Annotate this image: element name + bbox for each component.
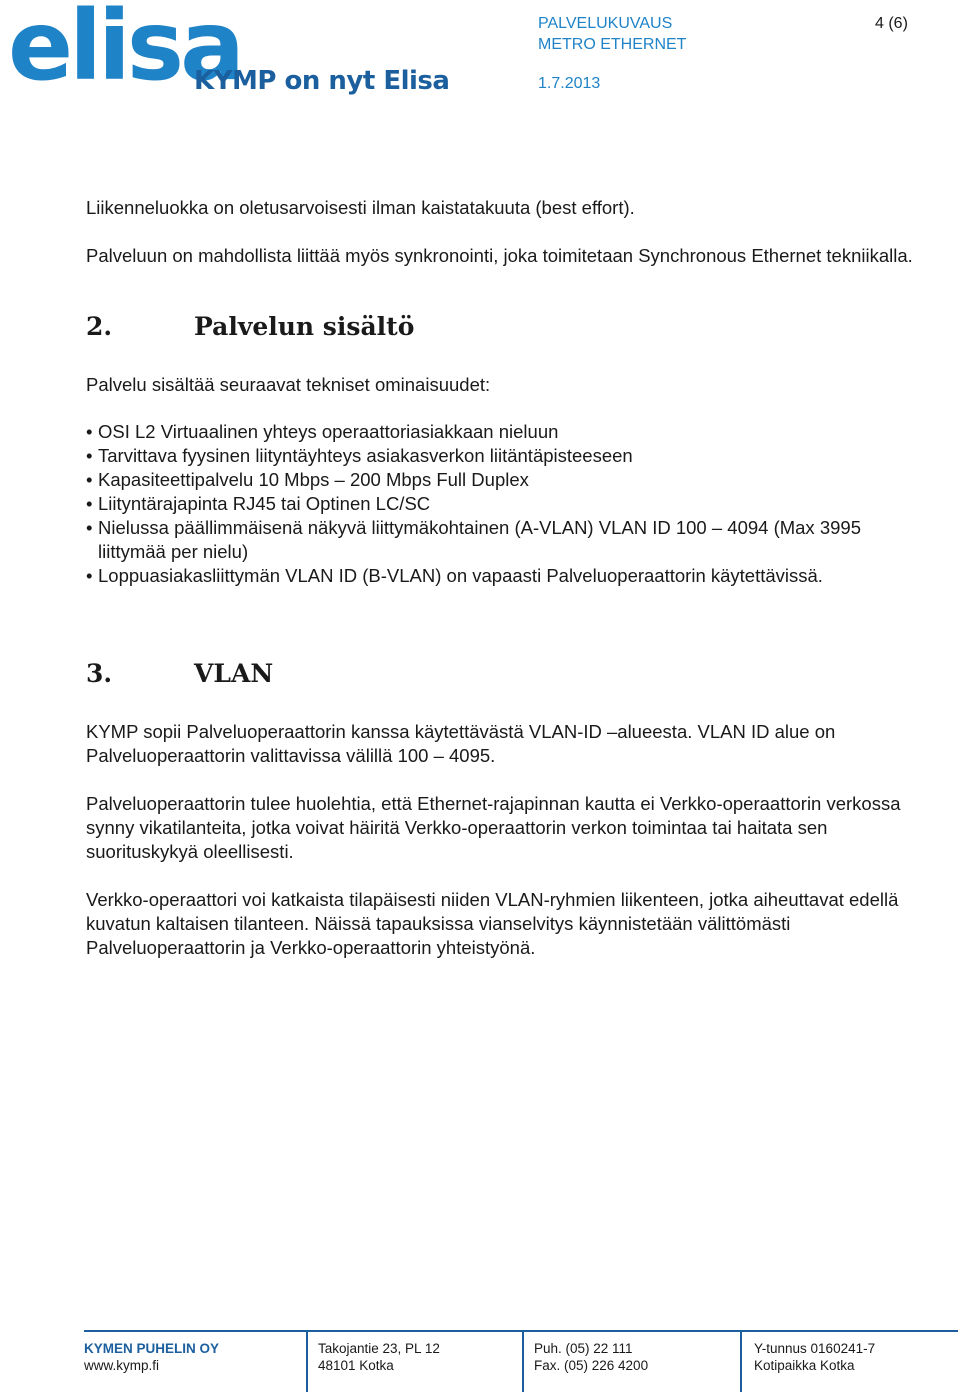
section-2-number: 2. (86, 312, 113, 341)
list-item: • Loppuasiakasliittymän VLAN ID (B-VLAN) on vapaasti Palveluoperaattorin käytettävissä. (86, 565, 823, 586)
features-list (86, 420, 926, 588)
paragraph-synchronization: Palveluun on mahdollista liittää myös synkronointi, joka toimitetaan Synchronous Ethernet tekniikalla. (86, 245, 913, 266)
list-item-text: OSI L2 Virtuaalinen yhteys operaattoriasiakkaan nieluun (98, 421, 559, 442)
document-date: 1.7.2013 (538, 75, 601, 92)
list-item: • Nielussa päällimmäisenä näkyvä liittymäkohtainen (A-VLAN) VLAN ID 100 – 4094 (Max 3995 liittymää per nielu) (86, 517, 861, 562)
footer-company-column (84, 1330, 304, 1392)
footer-company-name: KYMEN PUHELIN OY (84, 1341, 220, 1356)
footer-address-column (318, 1330, 518, 1392)
section-3-number: 3. (86, 659, 113, 688)
footer-address-street: Takojantie 23, PL 12 (318, 1341, 440, 1356)
logo-tagline: KYMP on nyt Elisa (194, 66, 450, 96)
footer-contact-column (534, 1330, 734, 1392)
list-item: • Liityntärajapinta RJ45 tai Optinen LC/SC (86, 493, 431, 514)
elisa-logo (8, 0, 450, 102)
document-title: PALVELUKUVAUS (538, 15, 673, 32)
paragraph-traffic-cutoff: Verkko-operaattori voi katkaista tilapäisesti niiden VLAN-ryhmien liikenteen, jotka aiheuttavat edellä kuvatun kaltaisen tilanteen. Näissä tapauksissa vianselvitys käynnistetään välittömästi Palveluoperaattorin ja Verkko-operaattorin yhteistyönä. (86, 889, 899, 958)
footer-separator (306, 1330, 308, 1392)
footer-registration-column (754, 1330, 954, 1392)
section-2-heading (86, 312, 414, 341)
footer-domicile: Kotipaikka Kotka (754, 1358, 855, 1373)
section-2-title: Palvelun sisältö (194, 312, 415, 341)
page-number: 4 (6) (875, 15, 908, 32)
logo-wordmark: elisa (8, 0, 241, 102)
footer-separator (740, 1330, 742, 1392)
section-3-heading (86, 659, 273, 688)
footer-fax: Fax. (05) 226 4200 (534, 1358, 649, 1373)
footer-business-id: Y-tunnus 0160241-7 (754, 1341, 876, 1356)
list-item: • OSI L2 Virtuaalinen yhteys operaattoriasiakkaan nieluun (86, 421, 559, 442)
footer-separator (522, 1330, 524, 1392)
list-item: • Tarvittava fyysinen liityntäyhteys asiakasverkon liitäntäpisteeseen (86, 445, 633, 466)
section-3-title: VLAN (194, 659, 274, 688)
page-footer (84, 1330, 960, 1392)
section-2-intro: Palvelu sisältää seuraavat tekniset ominaisuudet: (86, 374, 491, 395)
list-item-text: Nielussa päällimmäisenä näkyvä liittymäkohtainen (A-VLAN) VLAN ID 100 – 4094 (Max 3995 liittymää per nielu) (98, 517, 861, 562)
list-item-text: Liityntärajapinta RJ45 tai Optinen LC/SC (98, 493, 431, 514)
paragraph-operator-responsibility: Palveluoperaattorin tulee huolehtia, että Ethernet-rajapinnan kautta ei Verkko-operaattorin verkossa synny vikatilanteita, jotka voivat häiritä Verkko-operaattorin verkon toimintaa tai haitata sen suorituskykyä oleellisesti. (86, 793, 901, 862)
list-item-text: Tarvittava fyysinen liityntäyhteys asiakasverkon liitäntäpisteeseen (98, 445, 633, 466)
paragraph-vlan-range: KYMP sopii Palveluoperaattorin kanssa käytettävästä VLAN-ID –alueesta. VLAN ID alue on Palveluoperaattorin valittavissa välillä 100 – 4095. (86, 721, 836, 766)
list-item: • Kapasiteettipalvelu 10 Mbps – 200 Mbps Full Duplex (86, 469, 529, 490)
footer-phone: Puh. (05) 22 111 (534, 1341, 633, 1356)
list-item-text: Loppuasiakasliittymän VLAN ID (B-VLAN) on vapaasti Palveluoperaattorin käytettävissä. (98, 565, 823, 586)
list-item-text: Kapasiteettipalvelu 10 Mbps – 200 Mbps Full Duplex (98, 469, 529, 490)
paragraph-traffic-class: Liikenneluokka on oletusarvoisesti ilman kaistatakuuta (best effort). (86, 197, 635, 218)
footer-website[interactable]: www.kymp.fi (84, 1358, 160, 1373)
document-subtitle: METRO ETHERNET (538, 36, 687, 53)
footer-address-city: 48101 Kotka (318, 1358, 394, 1373)
